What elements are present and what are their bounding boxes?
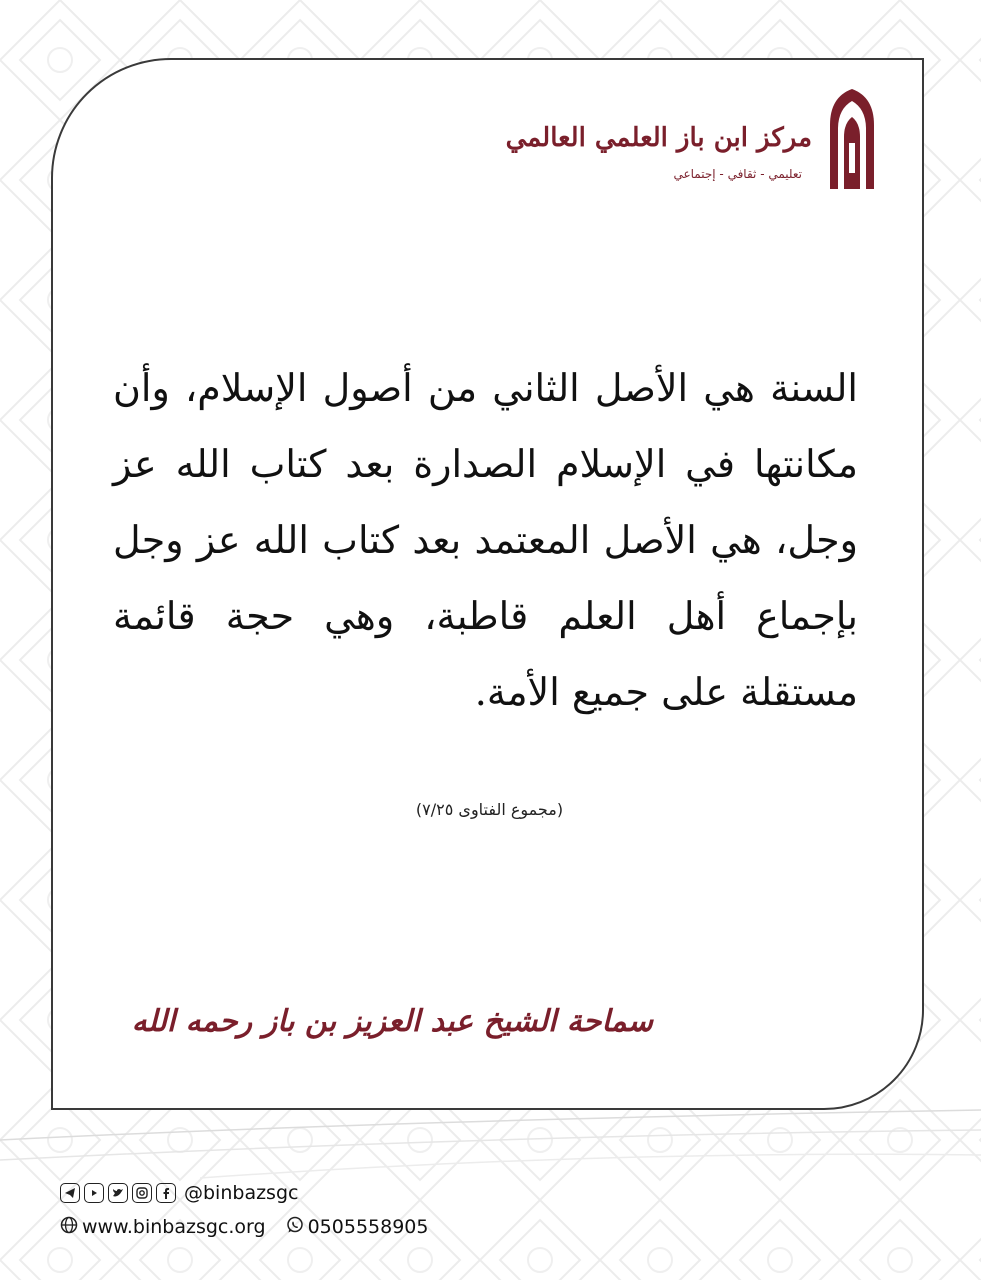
youtube-icon[interactable] (84, 1183, 104, 1203)
brand-title: مركز ابن باز العلمي العالمي (505, 123, 812, 153)
mosque-emblem-icon (822, 85, 882, 195)
telegram-icon[interactable] (60, 1183, 80, 1203)
whatsapp-icon (286, 1216, 304, 1238)
phone-number[interactable]: 0505558905 (307, 1216, 429, 1238)
footer-contacts (60, 1180, 560, 1260)
contact-row (60, 1214, 428, 1240)
social-handle[interactable]: @binbazsgc (184, 1182, 299, 1204)
brand-logo (505, 85, 882, 205)
decorative-swoosh (0, 1100, 981, 1180)
signature-text: سماحة الشيخ عبد العزيز بن باز رحمه الله (131, 1004, 653, 1039)
facebook-icon[interactable] (156, 1183, 176, 1203)
social-row (60, 1180, 298, 1206)
twitter-icon[interactable] (108, 1183, 128, 1203)
instagram-icon[interactable] (132, 1183, 152, 1203)
brand-subtitle: تعليمي - ثقافي - إجتماعي (673, 167, 802, 181)
quote-text: السنة هي الأصل الثاني من أصول الإسلام، وأن مكانتها في الإسلام الصدارة بعد كتاب الله عز وجل، هي الأصل المعتمد بعد كتاب الله عز وجل بإجماع أهل العلم قاطبة، وهي حجة قائمة مستقلة على جميع الأمة. (113, 366, 858, 714)
globe-icon (60, 1216, 78, 1238)
quote-source: (مجموع الفتاوى ٧/٢٥) (415, 800, 564, 819)
sheikh-signature (131, 990, 653, 1070)
website-link[interactable]: www.binbazsgc.org (82, 1216, 266, 1238)
quote-card (51, 58, 924, 1110)
